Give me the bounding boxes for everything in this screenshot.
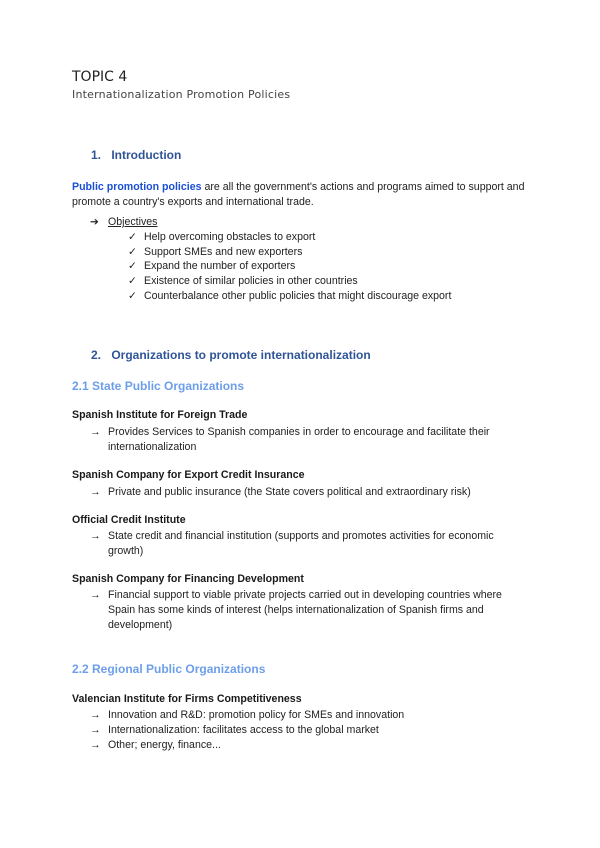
section-title: Introduction xyxy=(111,148,182,162)
org-bullet xyxy=(90,529,530,559)
arrow-icon: → xyxy=(90,709,101,721)
section-1-heading xyxy=(91,148,181,162)
section-number: 2. xyxy=(91,348,102,362)
bullet-text: Other; energy, finance... xyxy=(108,739,221,751)
highlight-term: Public promotion policies xyxy=(72,181,202,193)
intro-text: are all the government's actions and programs aimed to support and promote a country's exports and international trade. xyxy=(72,181,525,208)
objective-text: Expand the number of exporters xyxy=(144,260,296,272)
objective-item xyxy=(128,245,302,260)
arrow-icon: → xyxy=(90,589,101,601)
objectives-heading xyxy=(90,215,157,230)
check-icon: ✓ xyxy=(128,246,137,258)
arrow-icon: ➔ xyxy=(90,216,99,228)
objective-item xyxy=(128,230,315,245)
subsection-heading: 2.1 State Public Organizations xyxy=(72,379,245,393)
doc-title: TOPIC 4 xyxy=(72,69,128,85)
bullet-text: Financial support to viable private projects carried out in developing countries where Spain has some kinds of interest (helps internationalization of Spanish firms and development) xyxy=(108,589,502,631)
intro-paragraph xyxy=(72,180,532,210)
section-2-heading xyxy=(91,348,371,362)
arrow-icon: → xyxy=(90,724,101,736)
check-icon: ✓ xyxy=(128,260,137,272)
subsection-heading: 2.2 Regional Public Organizations xyxy=(72,662,266,676)
objective-item xyxy=(128,259,295,274)
bullet-text: Innovation and R&D: promotion policy for SMEs and innovation xyxy=(108,709,405,721)
organization-name: Spanish Company for Financing Development xyxy=(72,573,304,585)
bullet-text: Private and public insurance (the State covers political and extraordinary risk) xyxy=(108,486,471,498)
organization-name: Spanish Company for Export Credit Insurance xyxy=(72,469,305,481)
section-title: Organizations to promote internationalization xyxy=(111,348,371,362)
section-number: 1. xyxy=(91,148,102,162)
check-icon: ✓ xyxy=(128,231,137,243)
objective-item xyxy=(128,274,358,289)
objective-item xyxy=(128,289,451,304)
arrow-icon: → xyxy=(90,486,101,498)
objective-text: Existence of similar policies in other countries xyxy=(144,275,358,287)
arrow-icon: → xyxy=(90,530,101,542)
org-bullet xyxy=(90,723,530,738)
bullet-text: State credit and financial institution (supports and promotes activities for economic growth) xyxy=(108,530,494,557)
objective-text: Counterbalance other public policies that might discourage export xyxy=(144,290,452,302)
arrow-icon: → xyxy=(90,426,101,438)
org-bullet xyxy=(90,708,530,723)
bullet-text: Provides Services to Spanish companies in order to encourage and facilitate their internationalization xyxy=(108,426,490,453)
arrow-icon: → xyxy=(90,739,101,751)
organization-name: Spanish Institute for Foreign Trade xyxy=(72,409,248,421)
org-bullet xyxy=(90,425,530,455)
objectives-label: Objectives xyxy=(108,216,158,228)
organization-name: Official Credit Institute xyxy=(72,514,186,526)
objective-text: Help overcoming obstacles to export xyxy=(144,231,316,243)
organization-name: Valencian Institute for Firms Competitiveness xyxy=(72,693,302,705)
doc-subtitle: Internationalization Promotion Policies xyxy=(72,88,291,101)
check-icon: ✓ xyxy=(128,290,137,302)
objective-text: Support SMEs and new exporters xyxy=(144,246,303,258)
org-bullet xyxy=(90,738,530,753)
org-bullet xyxy=(90,588,530,633)
bullet-text: Internationalization: facilitates access to the global market xyxy=(108,724,379,736)
check-icon: ✓ xyxy=(128,275,137,287)
org-bullet xyxy=(90,485,530,500)
